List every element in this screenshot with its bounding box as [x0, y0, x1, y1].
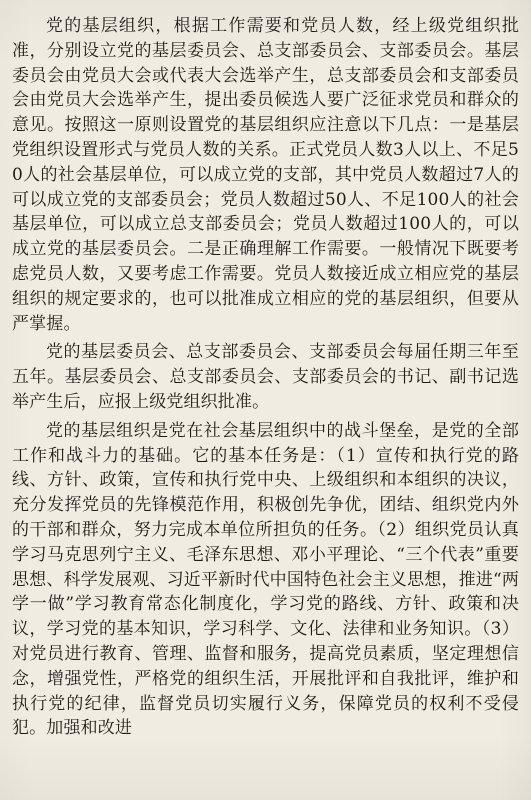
paragraph-organization-setup: 党的基层组织，根据工作需要和党员人数，经上级党组织批准，分别设立党的基层委员会、总支部委员会、支部委员会。基层委员会由党员大会或代表大会选举产生，总支部委员会和支部委员会由党员大会选举产生，提出委员候选人要广泛征求党员和群众的意见。按照这一原则设置党的基层组织应注意以下几点：一是基层党组织设置形式与党员人数的关系。正式党员人数3人以上、不足50人的社会基层单位，可以成立党的支部，其中党员人数超过7人的可以成立党的支部委员会；党员人数超过50人、不足100人的社会基层单位，可以成立总支部委员会；党员人数超过100人的，可以成立党的基层委员会。二是正确理解工作需要。一般情况下既要考虑党员人数，又要考虑工作需要。党员人数接近成立相应党的基层组织的规定要求的，也可以批准成立相应的党的基层组织，但要从严掌握。 [12, 16, 519, 334]
paragraph-term-of-office: 党的基层委员会、总支部委员会、支部委员会每届任期三年至五年。基层委员会、总支部委员会、支部委员会的书记、副书记选举产生后，应报上级党组织批准。 [12, 342, 519, 412]
paragraph-basic-tasks: 党的基层组织是党在社会基层组织中的战斗堡垒，是党的全部工作和战斗力的基础。它的基本任务是：（1）宣传和执行党的路线、方针、政策，宣传和执行党中央、上级组织和本组织的决议，充分发挥党员的先锋模范作用，积极创先争优，团结、组织党内外的干部和群众，努力完成本单位所担负的任务。（2）组织党员认真学习马克思列宁主义、毛泽东思想、邓小平理论、“三个代表”重要思想、科学发展观、习近平新时代中国特色社会主义思想，推进“两学一做”学习教育常态化制度化，学习党的路线、方针、政策和决议，学习党的基本知识，学习科学、文化、法律和业务知识。（3）对党员进行教育、管理、监督和服务，提高党员素质，坚定理想信念，增强党性，严格党的组织生活，开展批评和自我批评，维护和执行党的纪律，监督党员切实履行义务，保障党员的权利不受侵犯。加强和改进 [12, 420, 519, 739]
